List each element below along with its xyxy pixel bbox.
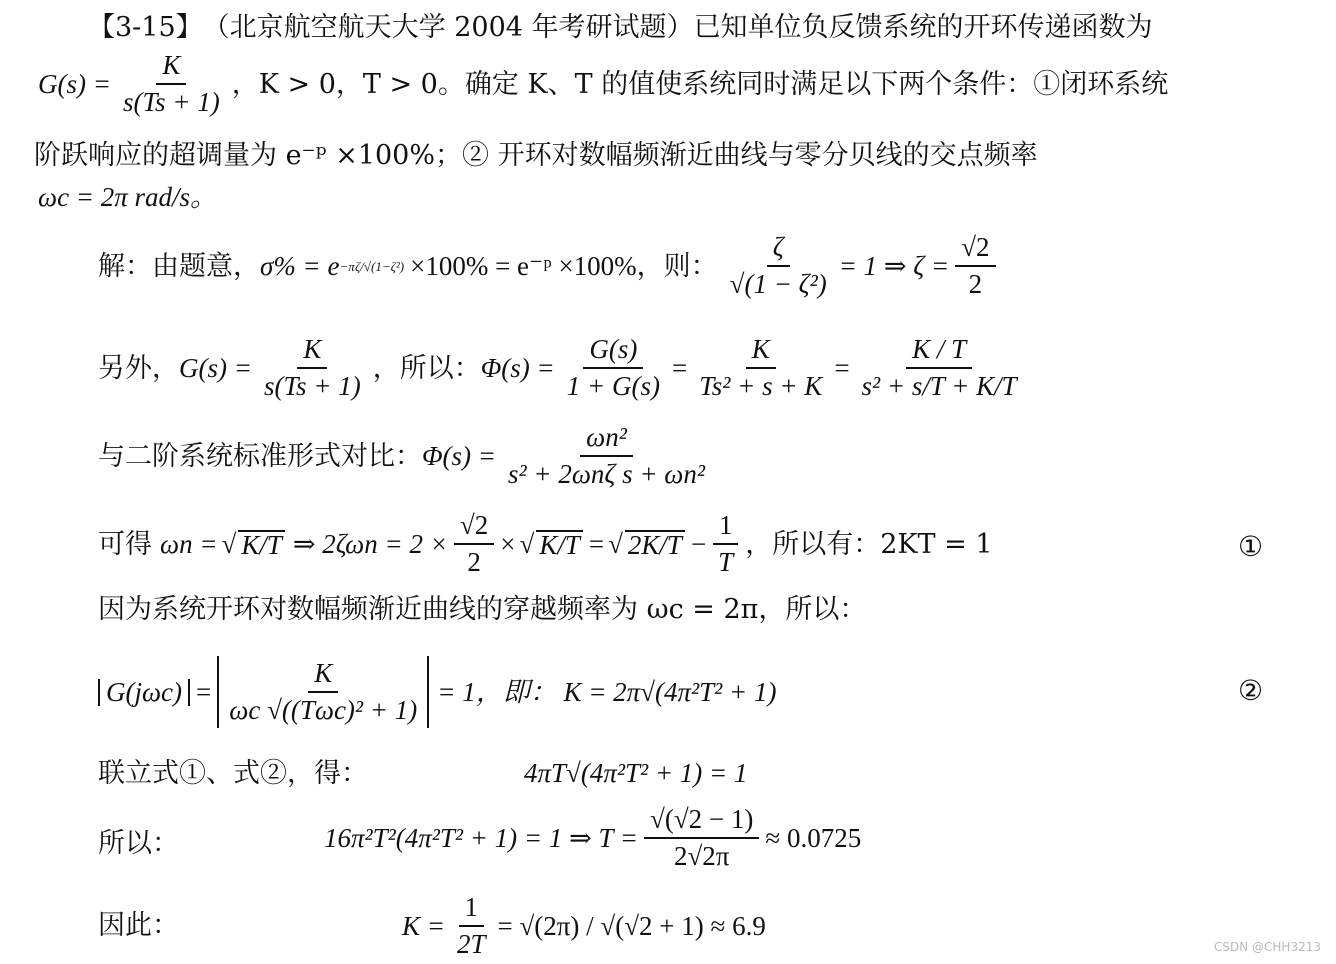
s6-num: K — [308, 660, 338, 693]
s8-num: √(√2 − 1) — [644, 806, 759, 839]
s8-fraction — [644, 806, 759, 870]
problem-line-2 — [38, 52, 1168, 116]
s6-abs: G(jωc) — [98, 679, 190, 706]
tf-den: s(Ts + 1) — [122, 87, 220, 117]
s1-prefix: 解：由题意， — [98, 250, 260, 282]
s8-prefix: 所以： — [98, 828, 179, 859]
tf-lhs: G(s) = — [38, 68, 111, 99]
solution-step-9 — [98, 912, 179, 939]
s2-frac-2 — [693, 336, 828, 400]
equation-number-1: ① — [1238, 530, 1264, 563]
s2-f1-num: G(s) — [583, 336, 643, 369]
problem-tag: 【3-15】 — [88, 12, 203, 43]
s4-c-num: √2 — [454, 512, 494, 545]
s2-g-num: K — [297, 336, 327, 369]
s2-phi: Φ(s) = — [480, 352, 555, 383]
s2-f1-den: 1 + G(s) — [566, 371, 660, 401]
s4-tail: ，所以有：2KT = 1 — [745, 528, 993, 560]
s9-prefix: 因此： — [98, 910, 179, 941]
tf-fraction — [117, 52, 226, 116]
equation-number-2: ② — [1238, 674, 1264, 707]
solution-step-4: 可得 ωn = √ K/T ⇒ 2ζωn = 2 × $\frac{√2}{2}$ × √ K/T = √ 2K/T − $\frac{1}{T}$ ，所以有：2KT = 1 — [98, 510, 993, 577]
s3-prefix: 与二阶系统标准形式对比： — [98, 440, 422, 472]
s3-num: ωn² — [580, 424, 633, 457]
solution-step-3 — [98, 424, 717, 488]
s6-tail: = 1，即： K = 2π√(4π²T² + 1) — [437, 676, 777, 707]
problem-source: （北京航空航天大学 2004 年考研试题） — [202, 12, 694, 43]
s4-g-num: 1 — [713, 512, 739, 545]
s4-a: ωn = — [160, 528, 218, 559]
s2-so: ，所以： — [372, 352, 481, 384]
s4-e: = — [588, 528, 605, 559]
s1-exponent: −πζ/√(1−ζ²) — [339, 258, 405, 274]
s3-phi: Φ(s) = — [422, 440, 497, 471]
s6-den: ωc √((Tωc)² + 1) — [229, 695, 418, 725]
s7-eq: 4πT√(4π²T² + 1) = 1 — [524, 758, 748, 788]
solution-step-1 — [98, 234, 1002, 298]
s8-eq: 16π²T²(4π²T² + 1) = 1 ⇒ T = — [324, 822, 639, 853]
solution-step-2: 另外， G(s) = $\frac{K}{s(Ts + 1)}$ ，所以： Φ(s) = $\frac{G(s)}{1 + G(s)}$ = $\frac{K}{\text{Ts² + s + K}}$ = $\frac{K / T}{\text{s² + s/T + K/T}}$ — [98, 336, 1029, 400]
s4-c-fraction — [454, 512, 494, 576]
s4-g-den: T — [718, 547, 734, 577]
solution-step-9-eq — [402, 894, 766, 958]
s9-den: 2T — [456, 929, 486, 959]
s5: 因为系统开环对数幅频渐近曲线的穿越频率为 ωc = 2π，所以： — [98, 594, 867, 625]
s4-sqrt-2: K/T — [536, 530, 583, 559]
solution-step-8 — [98, 830, 179, 857]
s3-den: s² + 2ωnζ s + ωn² — [508, 459, 705, 489]
problem-conditions: ，K > 0，T > 0。确定 K、T 的值使系统同时满足以下两个条件：①闭环系统 — [231, 68, 1169, 100]
s2-frac-1 — [561, 336, 666, 400]
s1-zeta-den: 2 — [968, 269, 983, 299]
s1-mid: ×100% = e⁻ᵖ ×100%，则： — [410, 250, 718, 281]
problem-line-4 — [38, 184, 217, 211]
problem-line3: 阶跃响应的超调量为 e⁻ᵖ ×100%；② 开环对数幅频渐近曲线与零分贝线的交点频率 — [34, 140, 1038, 171]
s8-tail: ≈ 0.0725 — [765, 822, 862, 853]
s1-frac-den: √(1 − ζ²) — [729, 269, 827, 299]
s1-zeta-value — [955, 234, 995, 298]
s4-sqrt-3: 2K/T — [625, 530, 685, 559]
s1-zeta-fraction — [724, 234, 833, 298]
problem-line4: ωc = 2π rad/s。 — [38, 182, 218, 212]
s2-g-fraction — [258, 336, 367, 400]
tf-num: K — [156, 52, 186, 85]
solution-step-6: G(jωc) = $\frac{K}{\text{ωc √((Tωc)² + 1)}}$ = 1，即： K = 2π√(4π²T² + 1) — [98, 656, 776, 728]
s1-result: = 1 ⇒ ζ = — [838, 250, 950, 281]
s6-fraction — [223, 660, 423, 724]
s4-prefix: 可得 — [98, 528, 152, 560]
s2-f2-den: Ts² + s + K — [699, 371, 823, 401]
problem-line-1 — [88, 14, 1153, 41]
s2-f2-num: K — [746, 336, 776, 369]
s9-fraction — [451, 894, 492, 958]
solution-step-7-eq — [524, 760, 748, 787]
s4-f: − — [690, 528, 707, 559]
s1-sigma: σ% = e — [260, 250, 340, 281]
s1-zeta-num: √2 — [955, 234, 995, 267]
s2-g-den: s(Ts + 1) — [263, 371, 361, 401]
s2-f3-den: s² + s/T + K/T — [861, 371, 1017, 401]
s4-sqrt-1: K/T — [238, 530, 285, 559]
s2-f3-num: K / T — [906, 336, 972, 369]
s3-fraction — [502, 424, 711, 488]
watermark: CSDN @CHH3213 — [1214, 940, 1321, 954]
s7-prefix: 联立式①、式②，得： — [98, 758, 368, 789]
s4-d: × — [500, 528, 516, 559]
problem-line-3 — [34, 142, 1038, 169]
s2-prefix: 另外， — [98, 352, 179, 384]
s1-frac-num: ζ — [767, 234, 790, 267]
s8-den: 2√2π — [673, 841, 730, 871]
solution-step-7 — [98, 760, 368, 787]
s4-c-den: 2 — [467, 547, 481, 577]
s2-frac-3 — [856, 336, 1023, 400]
s4-b: ⇒ 2ζωn = 2 × — [292, 528, 448, 559]
solution-step-5 — [98, 596, 866, 623]
problem-line1-tail: 已知单位负反馈系统的开环传递函数为 — [693, 12, 1153, 43]
s9-tail: = √(2π) / √(√2 + 1) ≈ 6.9 — [497, 910, 766, 941]
s4-g-fraction — [712, 512, 739, 576]
s2-g: G(s) = — [179, 352, 252, 383]
solution-step-8-eq — [324, 806, 861, 870]
s6-abs-fraction-wrap — [217, 656, 429, 728]
s9-k: K = — [402, 910, 445, 941]
s9-num: 1 — [459, 894, 485, 927]
